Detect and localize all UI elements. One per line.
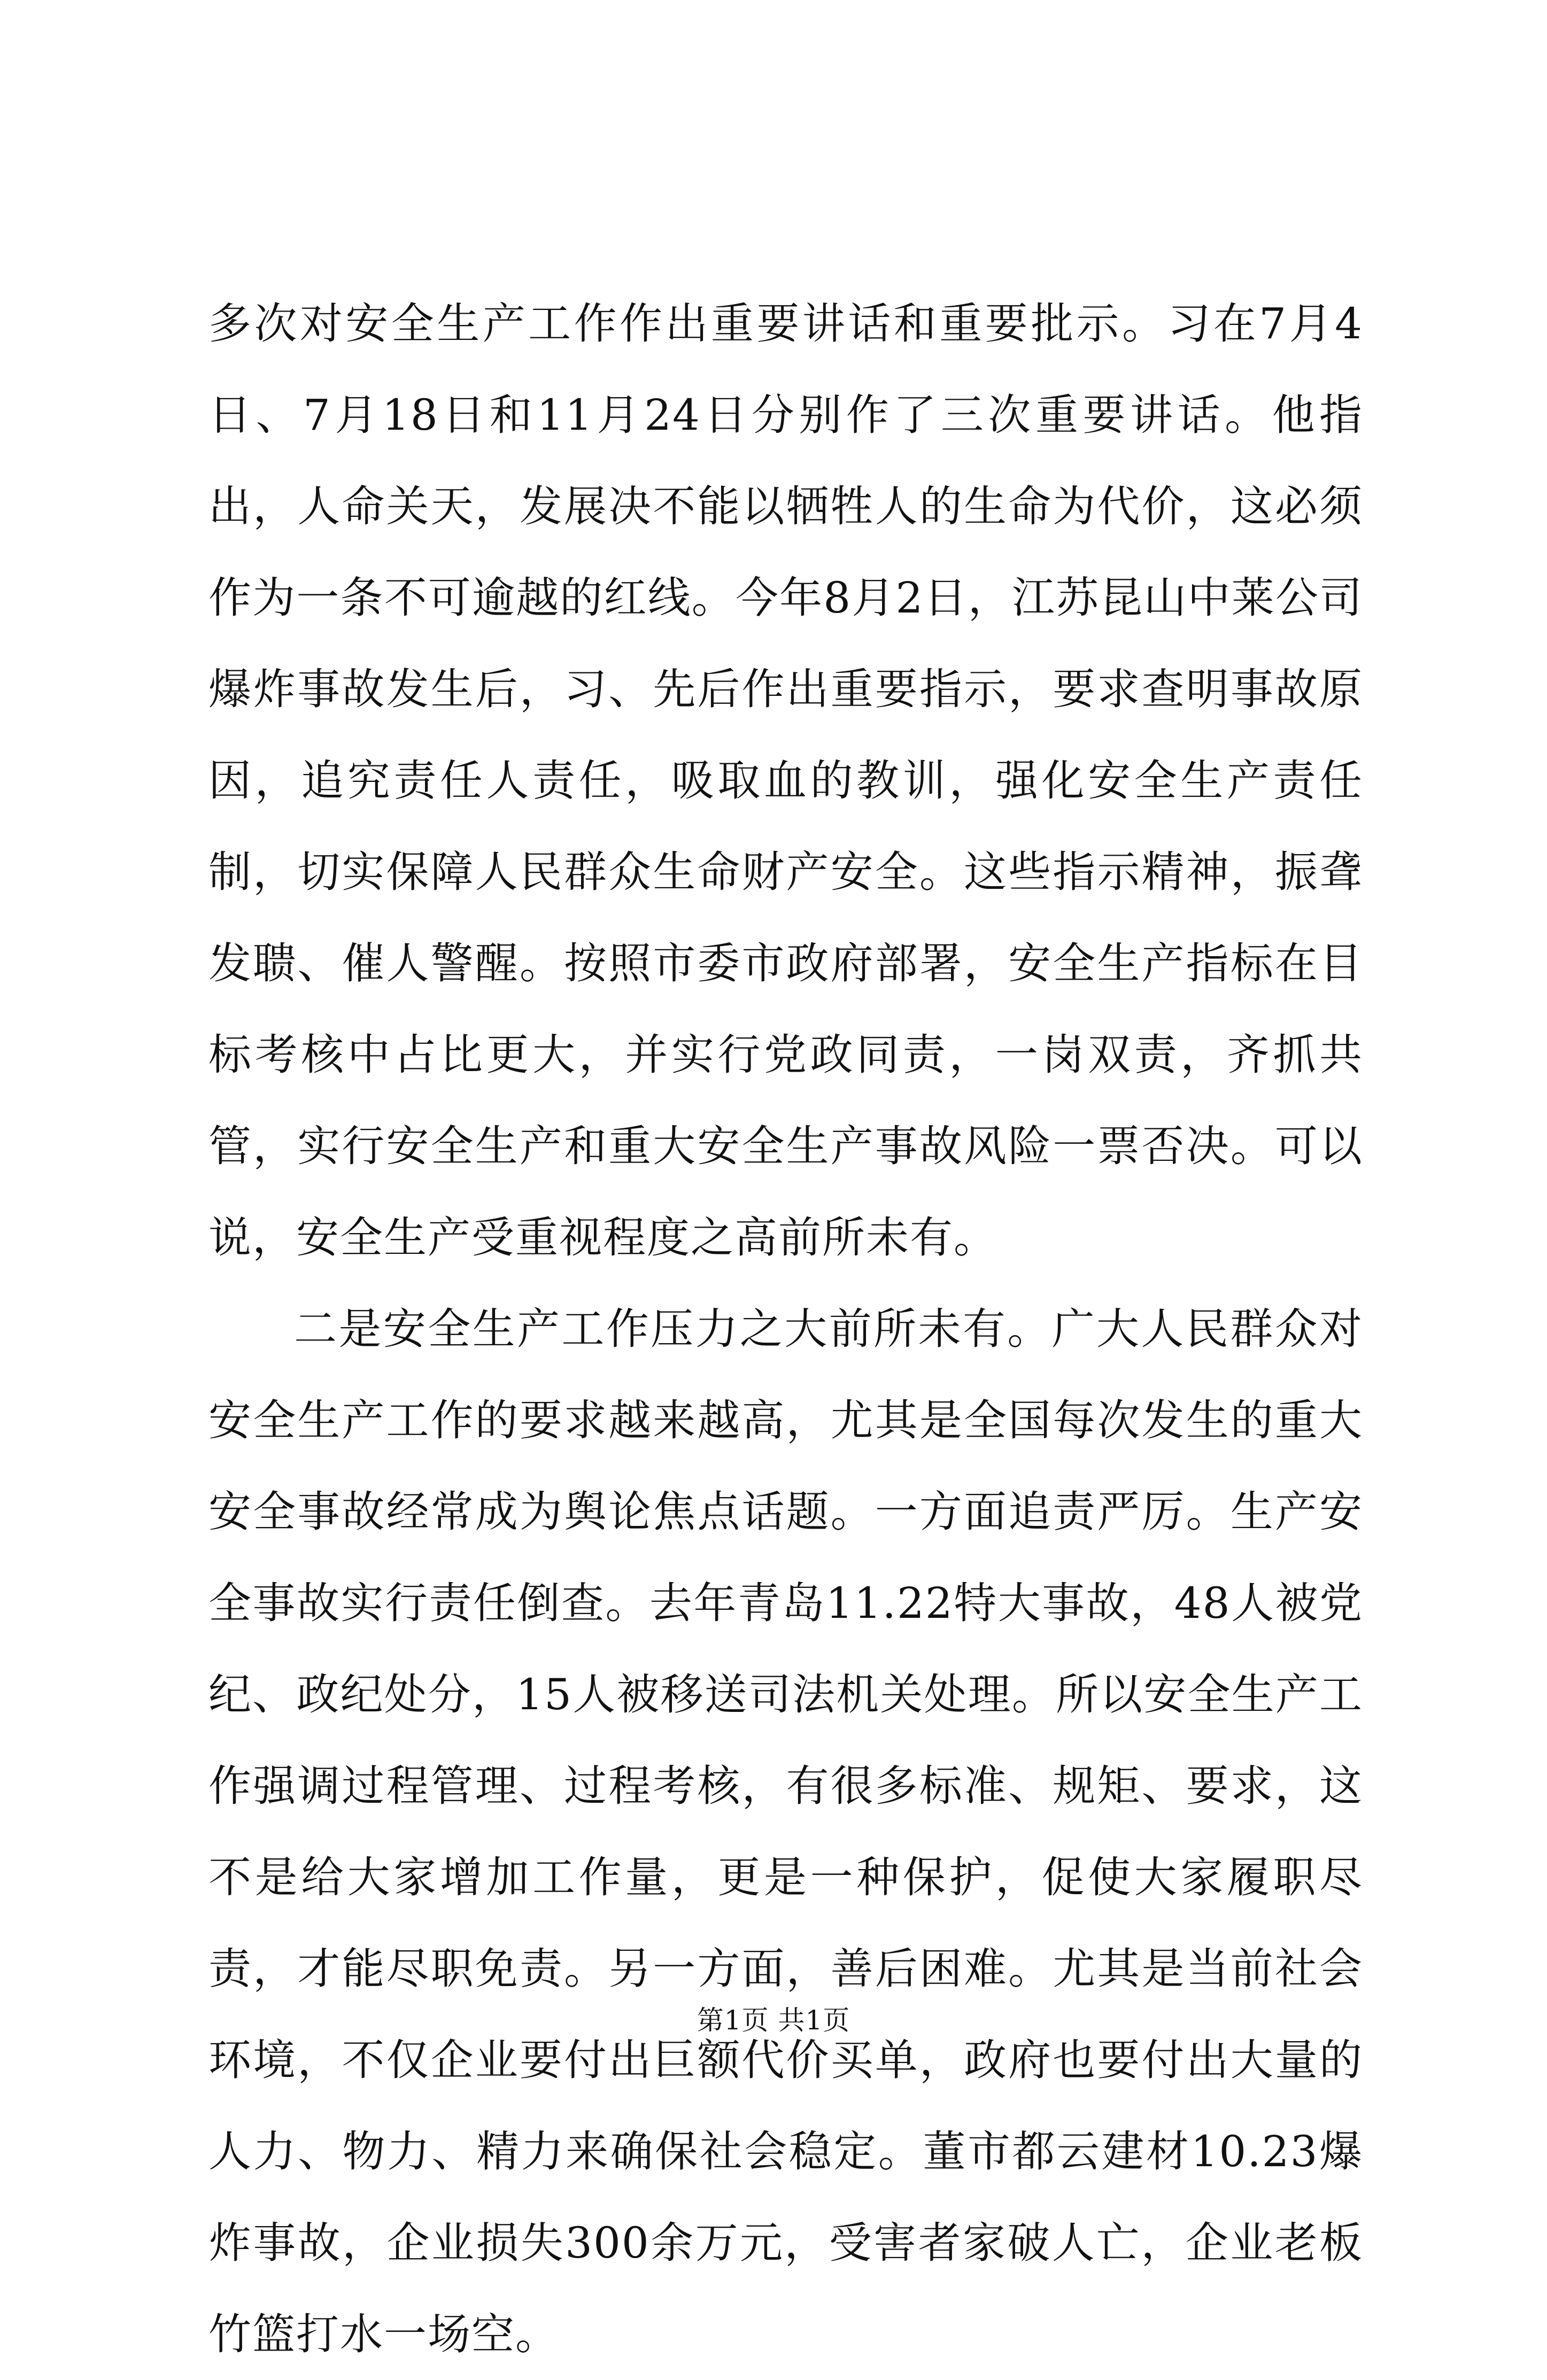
page-footer: 第1页 共1页	[697, 2005, 850, 2036]
paragraph-2: 二是安全生产工作压力之大前所未有。广大人民群众对安全生产工作的要求越来越高，尤其是全国每次发生的重大安全事故经常成为舆论焦点话题。一方面追责严厉。生产安全事故实行责任倒查。去年青岛11.22特大事故，48人被党纪、政纪处分，15人被移送司法机关处理。所以安全生产工作强调过程管理、过程考核，有很多标准、规矩、要求，这不是给大家增加工作量，更是一种保护，促使大家履职尽责，才能尽职免责。另一方面，善后困难。尤其是当前社会环境，不仅企业要付出巨额代价买单，政府也要付出大量的人力、物力、精力来确保社会稳定。董市都云建材10.23爆炸事故，企业损失300余万元，受害者家破人亡，企业老板竹篮打水一场空。	[208, 1304, 1363, 2359]
paragraph-1: 多次对安全生产工作作出重要讲话和重要批示。习在7月4日、7月18日和11月24日分别作了三次重要讲话。他指出，人命关天，发展决不能以牺牲人的生命为代价，这必须作为一条不可逾越的红线。今年8月2日，江苏昆山中莱公司爆炸事故发生后，习、先后作出重要指示，要求查明事故原因，追究责任人责任，吸取血的教训，强化安全生产责任制，切实保障人民群众生命财产安全。这些指示精神，振聋发聩、催人警醒。按照市委市政府部署，安全生产指标在目标考核中占比更大，并实行党政同责，一岗双责，齐抓共管，实行安全生产和重大安全生产事故风险一票否决。可以说，安全生产受重视程度之高前所未有。	[208, 299, 1363, 1262]
document-body	[208, 278, 1363, 2380]
